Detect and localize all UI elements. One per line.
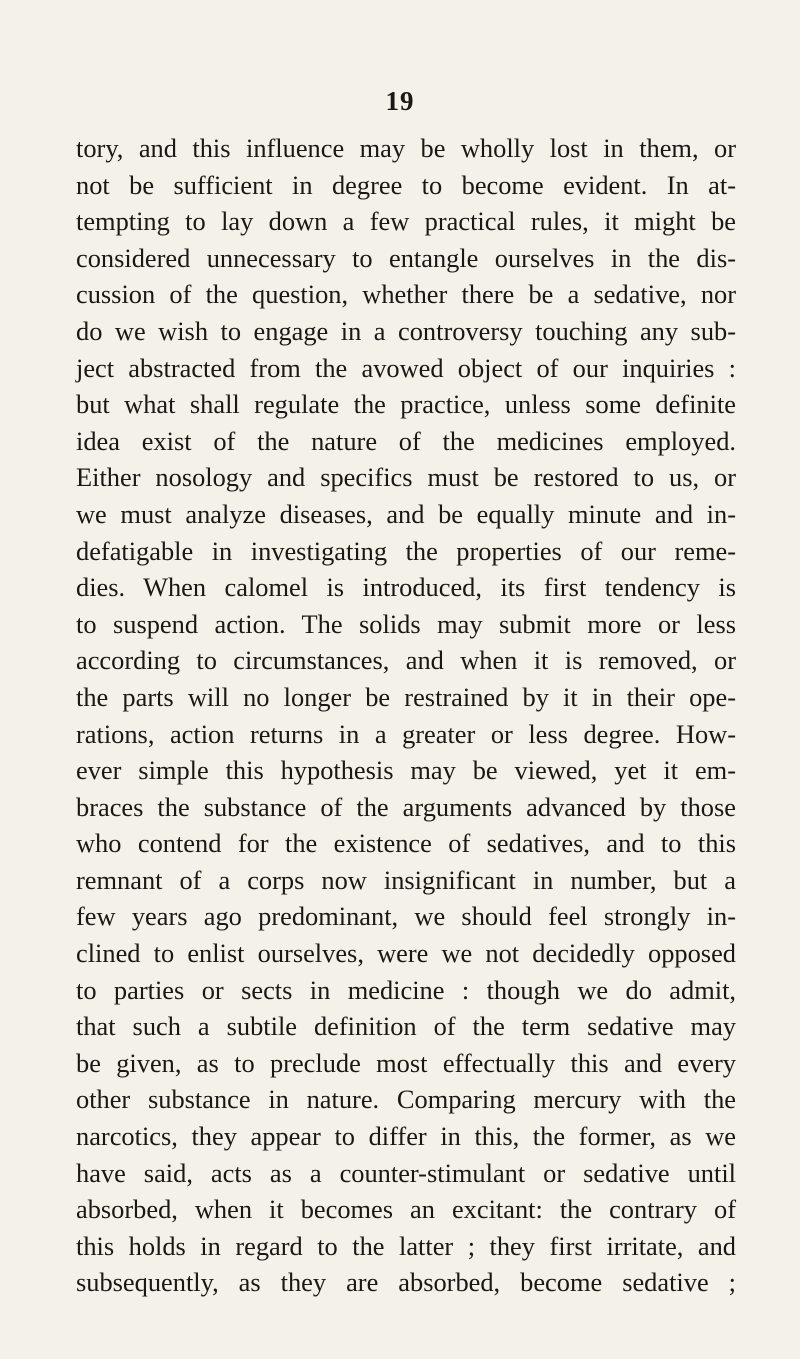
text-line: remnant of a corps now insignificant in number, but a bbox=[76, 864, 736, 895]
text-line: cussion of the question, whether there be a sedative, nor bbox=[76, 279, 736, 310]
text-line: do we wish to engage in a controversy touching any sub- bbox=[76, 315, 736, 346]
text-line: dies. When calomel is introduced, its first tendency is bbox=[76, 572, 736, 603]
text-line: few years ago predominant, we should feel strongly in- bbox=[76, 901, 736, 932]
text-line: according to circumstances, and when it is removed, or bbox=[76, 645, 736, 676]
text-line: ject abstracted from the avowed object of our inquiries : bbox=[76, 352, 736, 383]
text-line: to suspend action. The solids may submit more or less bbox=[76, 608, 736, 639]
text-line: Either nosology and specifics must be restored to us, or bbox=[76, 462, 736, 493]
text-line: absorbed, when it becomes an excitant: the contrary of bbox=[76, 1194, 736, 1225]
text-line: tory, and this influence may be wholly lost in them, or bbox=[76, 133, 736, 163]
text-line: that such a subtile definition of the term sedative may bbox=[76, 1011, 736, 1042]
text-line: not be sufficient in degree to become evident. In at- bbox=[76, 169, 736, 200]
text-line: have said, acts as a counter-stimulant or sedative until bbox=[76, 1157, 736, 1188]
text-line: rations, action returns in a greater or less degree. How- bbox=[76, 718, 736, 749]
text-line: tempting to lay down a few practical rules, it might be bbox=[76, 206, 736, 237]
text-line: ever simple this hypothesis may be viewed, yet it em- bbox=[76, 755, 736, 786]
text-line: braces the substance of the arguments advanced by those bbox=[76, 791, 736, 822]
text-line: to parties or sects in medicine : though we do admit, bbox=[76, 974, 736, 1005]
text-line: be given, as to preclude most effectually this and every bbox=[76, 1047, 736, 1078]
text-line: the parts will no longer be restrained by it in their ope- bbox=[76, 681, 736, 712]
text-line: this holds in regard to the latter ; they first irritate, and bbox=[76, 1230, 736, 1261]
text-line: we must analyze diseases, and be equally minute and in- bbox=[76, 498, 736, 529]
text-line: clined to enlist ourselves, were we not decidedly opposed bbox=[76, 938, 736, 969]
text-line: subsequently, as they are absorbed, become sedative ; bbox=[76, 1267, 736, 1298]
text-line: idea exist of the nature of the medicines employed. bbox=[76, 425, 736, 456]
body-text bbox=[76, 130, 736, 1301]
text-line: considered unnecessary to entangle ourselves in the dis- bbox=[76, 242, 736, 273]
text-line: narcotics, they appear to differ in this, the former, as we bbox=[76, 1121, 736, 1152]
page-number: 19 bbox=[385, 86, 415, 116]
text-line: other substance in nature. Comparing mercury with the bbox=[76, 1084, 736, 1115]
text-line: who contend for the existence of sedatives, and to this bbox=[76, 828, 736, 859]
text-line: but what shall regulate the practice, unless some definite bbox=[76, 389, 736, 420]
text-line: defatigable in investigating the properties of our reme- bbox=[76, 535, 736, 566]
